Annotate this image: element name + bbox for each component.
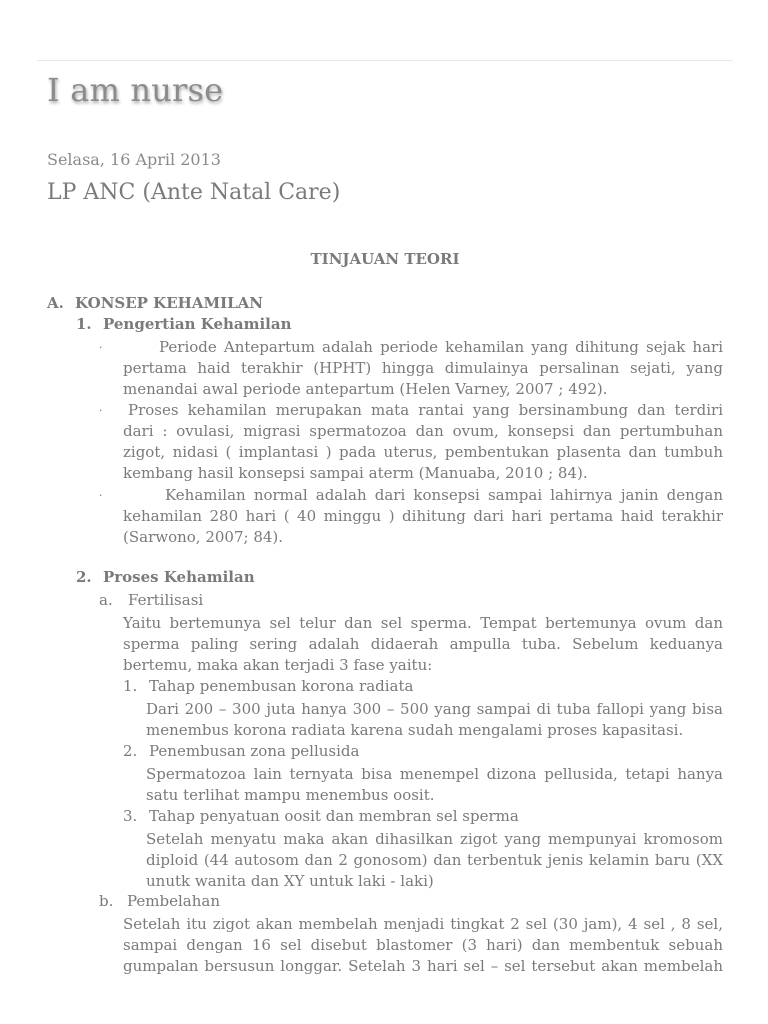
- step-paragraph: Setelah menyatu maka akan dihasilkan zigot yang mempunyai kromosom diploid (44 autosom dan 2 gonosom) dan terbentuk jenis kelamin baru (XX unutk wanita dan XY untuk laki - laki): [146, 830, 723, 890]
- subitem-a-marker: a.: [99, 591, 113, 609]
- step-title: Penembusan zona pellusida: [149, 742, 360, 760]
- section-a-marker: A.: [47, 294, 64, 312]
- item-2-title: Proses Kehamilan: [103, 568, 255, 586]
- pembelahan-paragraph: Setelah itu zigot akan membelah menjadi tingkat 2 sel (30 jam), 4 sel , 8 sel, sampai dengan 16 sel disebut blastomer (3 hari) dan membentuk sebuah gumpalan bersusun longgar. Setelah 3 hari sel – sel tersebut akan membelah: [123, 915, 723, 975]
- step-marker: 2.: [123, 742, 138, 760]
- step-title: Tahap penyatuan oosit dan membran sel sperma: [149, 807, 519, 825]
- item-1-title: Pengertian Kehamilan: [103, 315, 292, 333]
- step-paragraph: Spermatozoa lain ternyata bisa menempel dizona pellusida, tetapi hanya satu terlihat mampu menembus oosit.: [146, 765, 723, 804]
- subitem-b-title: Pembelahan: [127, 892, 221, 910]
- post-title[interactable]: LP ANC (Ante Natal Care): [47, 180, 341, 205]
- post-date: Selasa, 16 April 2013: [47, 150, 221, 169]
- article-heading: TINJAUAN TEORI: [310, 250, 460, 268]
- bullet-marker: ·: [99, 404, 103, 417]
- bullet-paragraph: Kehamilan normal adalah dari konsepsi sampai lahirnya janin dengan kehamilan 280 hari ( 40 minggu ) dihitung dari hari pertama haid terakhir (Sarwono, 2007; 84).: [123, 486, 723, 546]
- section-a-title: KONSEP KEHAMILAN: [75, 294, 263, 312]
- bullet-paragraph: Periode Antepartum adalah periode kehamilan yang dihitung sejak hari pertama haid terakhir (HPHT) hingga dimulainya persalinan sejati, yang menandai awal periode antepartum (Helen Varney, 2007 ; 492).: [123, 338, 723, 398]
- bullet-marker: ·: [99, 341, 103, 354]
- blog-title[interactable]: I am nurse: [47, 71, 224, 109]
- step-paragraph: Dari 200 – 300 juta hanya 300 – 500 yang sampai di tuba fallopi yang bisa menembus korona radiata karena sudah mengalami proses kapasitasi.: [146, 700, 723, 739]
- step-title: Tahap penembusan korona radiata: [149, 677, 414, 695]
- step-marker: 3.: [123, 807, 138, 825]
- subitem-b-marker: b.: [99, 892, 114, 910]
- bullet-paragraph: Proses kehamilan merupakan mata rantai yang bersinambung dan terdiri dari : ovulasi, migrasi spermatozoa dan ovum, konsepsi dan pertumbuhan zigot, nidasi ( implantasi ) pada uterus, pembentukan plasenta dan tumbuh kembang hasil konsepsi sampai aterm (Manuaba, 2010 ; 84).: [123, 401, 723, 482]
- item-2-marker: 2.: [76, 568, 92, 586]
- bullet-marker: ·: [99, 489, 103, 502]
- header-divider: [37, 60, 733, 61]
- subitem-a-title: Fertilisasi: [128, 591, 204, 609]
- fertilisasi-paragraph: Yaitu bertemunya sel telur dan sel sperma. Tempat bertemunya ovum dan sperma paling sering adalah didaerah ampulla tuba. Sebelum keduanya bertemu, maka akan terjadi 3 fase yaitu:: [123, 614, 723, 674]
- step-marker: 1.: [123, 677, 138, 695]
- item-1-marker: 1.: [76, 315, 92, 333]
